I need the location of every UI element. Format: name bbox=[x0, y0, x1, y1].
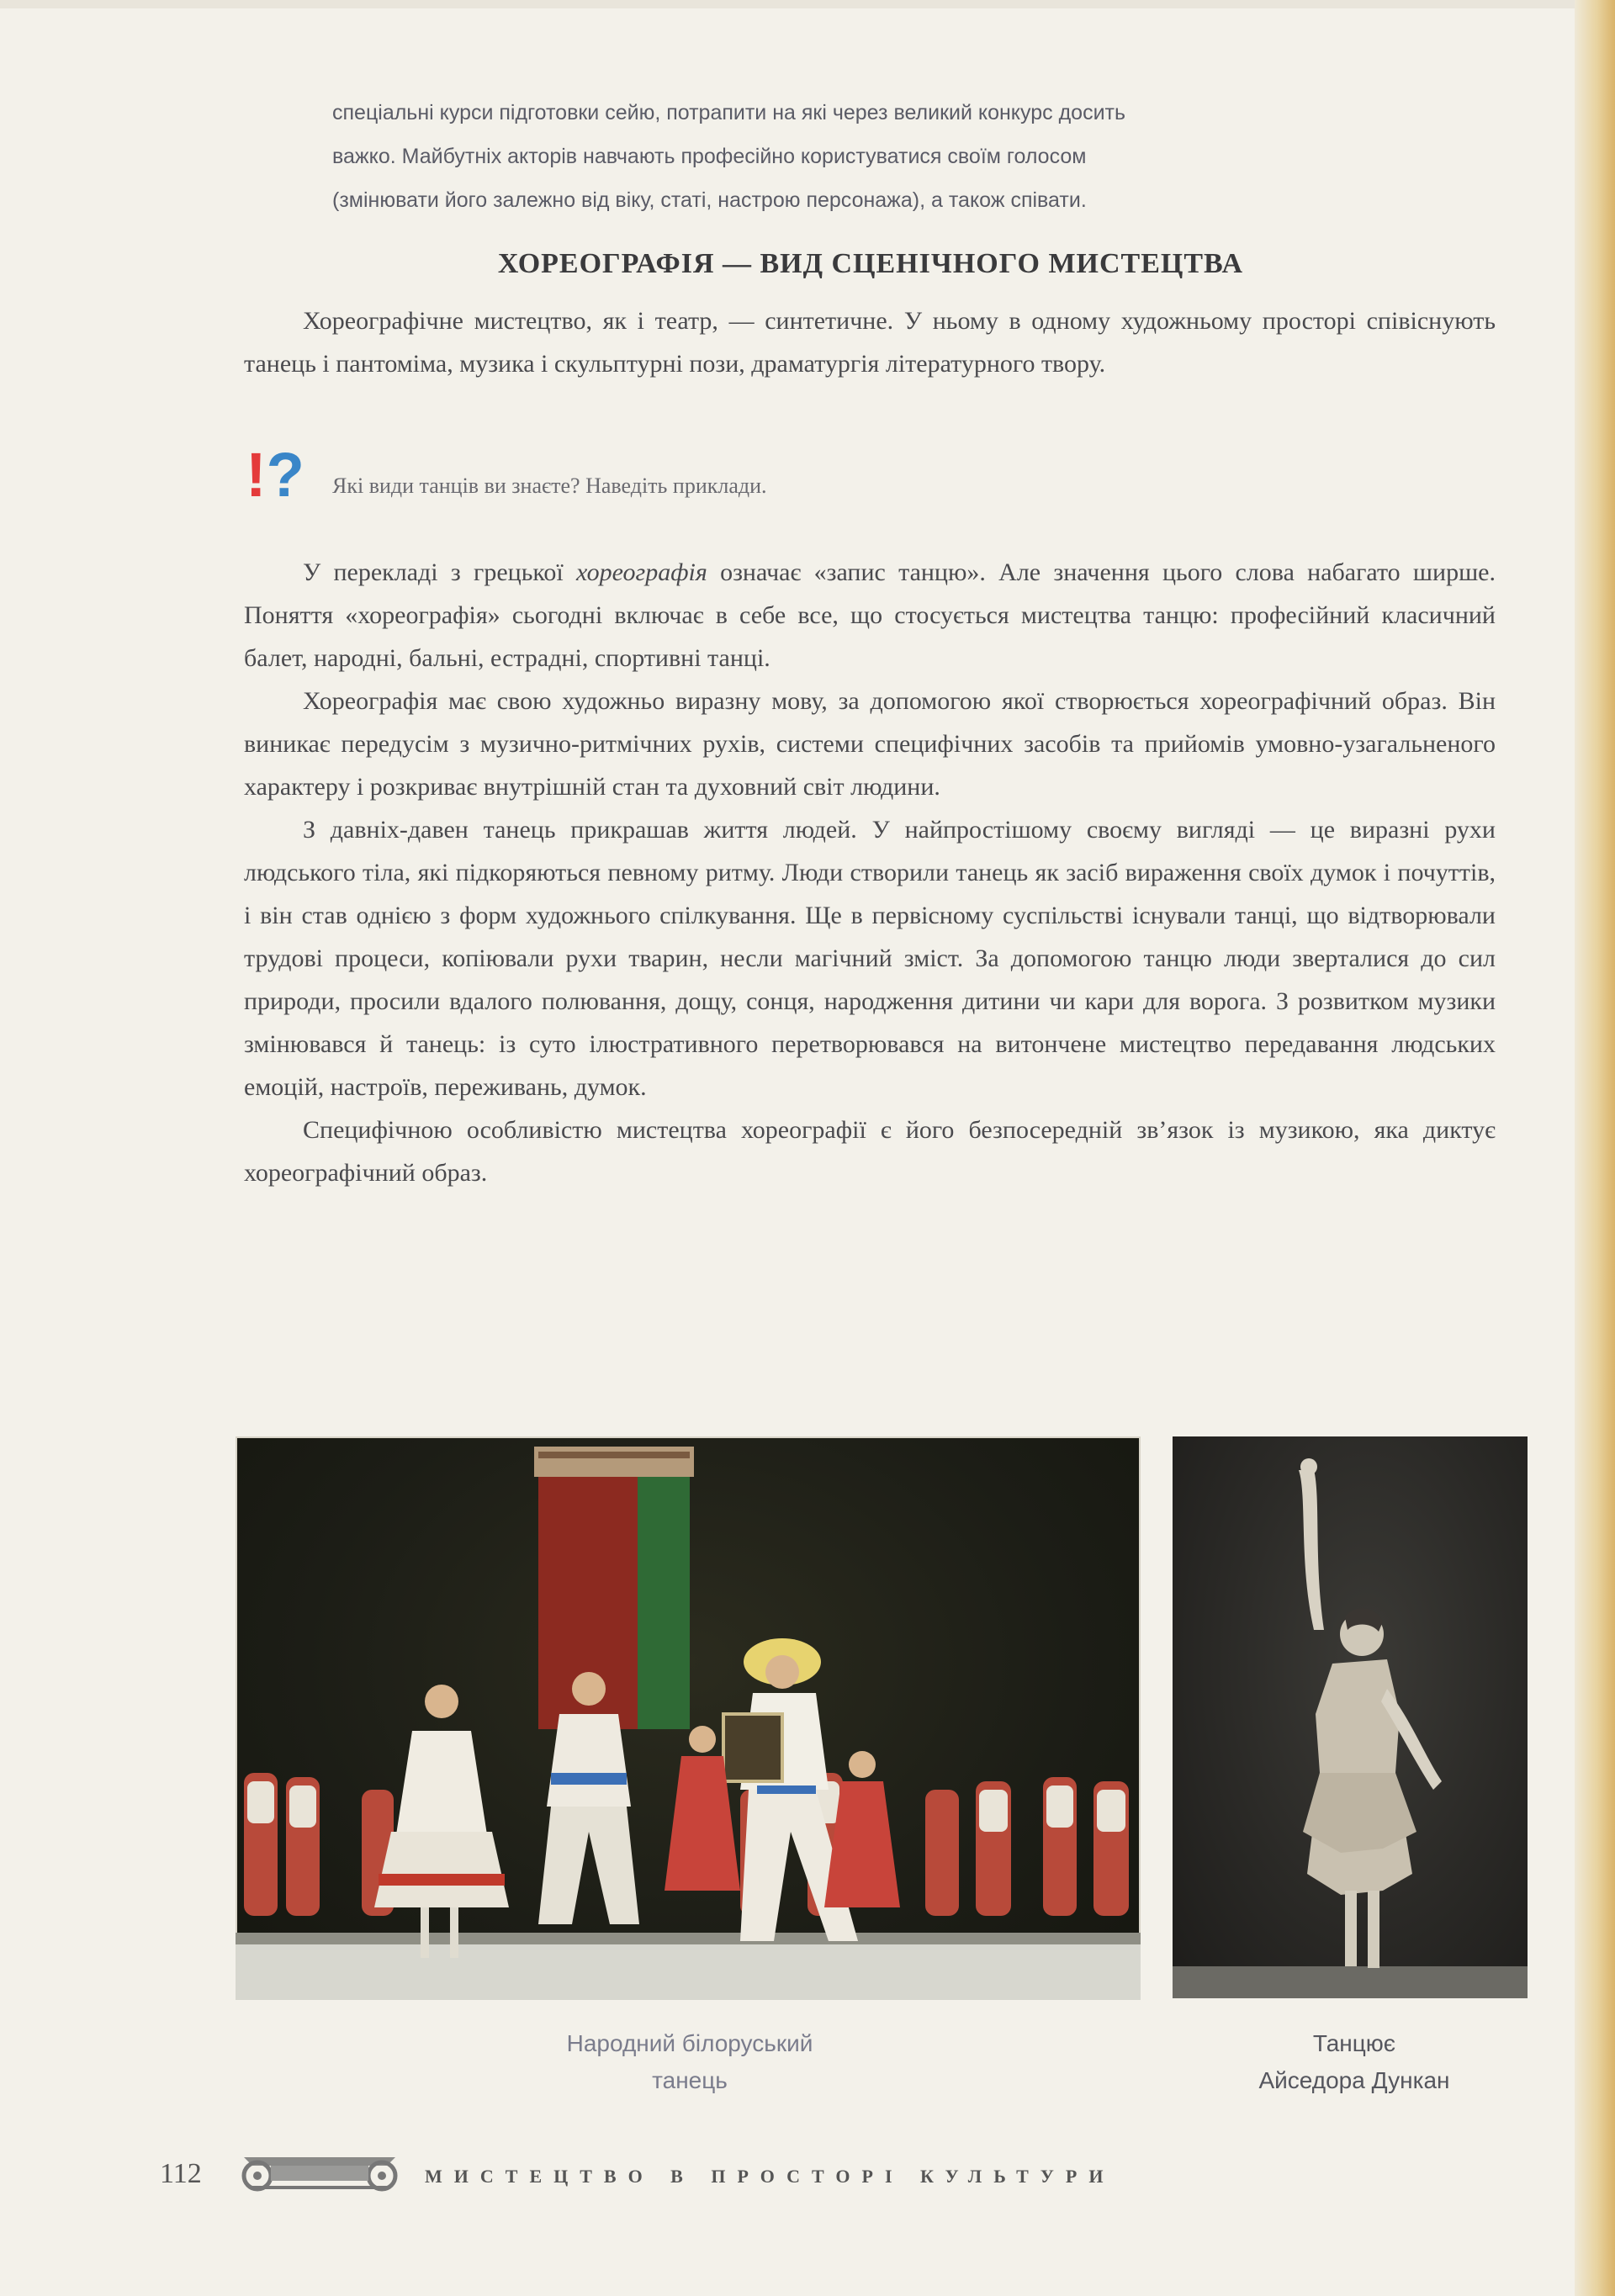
body-text bbox=[244, 551, 1496, 1194]
folk-dance-caption bbox=[496, 2025, 883, 2099]
section-heading: ХОРЕОГРАФІЯ — ВИД СЦЕНІЧНОГО МИСТЕЦТВА bbox=[497, 248, 1244, 279]
duncan-caption-line-1: Танцює bbox=[1312, 2030, 1396, 2056]
body-p1-before: У перекладі з грецької bbox=[303, 558, 577, 586]
folk-dance-illustration bbox=[236, 1436, 1141, 2000]
folk-caption-line-1: Народний білоруський bbox=[566, 2030, 813, 2056]
question-prompt: Які види танців ви знаєте? Наведіть приклади. bbox=[332, 473, 767, 498]
page-number: 112 bbox=[160, 2158, 202, 2189]
isadora-duncan-photo bbox=[1173, 1436, 1528, 1998]
page-top-edge bbox=[0, 0, 1615, 8]
body-paragraph-4: Специфічною особливістю мистецтва хореографії є його безпосередній зв’язок із музикою, яка диктує хореографічний образ. bbox=[244, 1116, 1496, 1187]
intro-line-1: спеціальні курси підготовки сейю, потрапити на які через великий конкурс досить bbox=[332, 101, 1126, 124]
book-spine-edge bbox=[1575, 0, 1615, 2296]
question-icon bbox=[246, 442, 304, 509]
folk-caption-line-2: танець bbox=[652, 2067, 728, 2093]
folk-dance-photo bbox=[236, 1436, 1141, 2000]
intro-line-3: (змінювати його залежно від віку, статі, настрою персонажа), а також співати. bbox=[332, 188, 1087, 212]
running-title: МИСТЕЦТВО В ПРОСТОРІ КУЛЬТУРИ bbox=[425, 2166, 1115, 2187]
lead-paragraph bbox=[244, 299, 1496, 385]
duncan-caption bbox=[1203, 2025, 1506, 2099]
lead-text: Хореографічне мистецтво, як і театр, — синтетичне. У ньому в одному художньому просторі співіснують танець і пантоміма, музика і скульптурні пози, драматургія літературного твору. bbox=[244, 307, 1496, 378]
intro-paragraph bbox=[332, 91, 1493, 222]
duncan-illustration bbox=[1173, 1436, 1528, 1998]
body-paragraph-1 bbox=[244, 551, 1496, 680]
choreography-term: хореографія bbox=[576, 558, 707, 586]
body-paragraph-3: З давніх-давен танець прикрашав життя людей. У найпростішому своєму вигляді — це виразні рухи людського тіла, які підкоряються певному ритму. Люди створили танець як засіб вираження своїх думок і почуттів, і він став однією з форм художнього спілкування. Ще в первісному суспільстві існували танці, що відтворювали трудові процеси, копіювали рухи тварин, несли магічний зміст. За допомогою танцю люди зверталися до сил природи, просили вдалого полювання, дощу, сонця, народження дитини чи кари для ворога. З розвитком музики змінювався й танець: із суто ілюстративного перетворювався на витончене мистецтво передавання людських емоцій, настроїв, переживань, думок. bbox=[244, 816, 1496, 1101]
body-p1-after: означає «запис танцю». Але значення цього слова набагато ширше. Поняття «хореографія» сьогодні включає в себе все, що стосується мистецтва танцю: професійний класичний балет, народні, бальні, естрадні, спортивні танці. bbox=[244, 558, 1496, 672]
question-glyph: ? bbox=[266, 440, 304, 510]
intro-line-2: важко. Майбутніх акторів навчають професійно користуватися своїм голосом bbox=[332, 145, 1087, 168]
body-paragraph-2: Хореографія має свою художньо виразну мову, за допомогою якої створюється хореографічний образ. Він виникає передусім з музично-ритмічних рухів, системи специфічних засобів та прийомів умовно-узагальненого характеру і розкриває внутрішній стан та духовний світ людини. bbox=[244, 687, 1496, 801]
exclamation-glyph: ! bbox=[246, 440, 267, 510]
column-capital-ornament-icon bbox=[236, 2147, 404, 2202]
duncan-caption-line-2: Айседора Дункан bbox=[1258, 2067, 1450, 2093]
